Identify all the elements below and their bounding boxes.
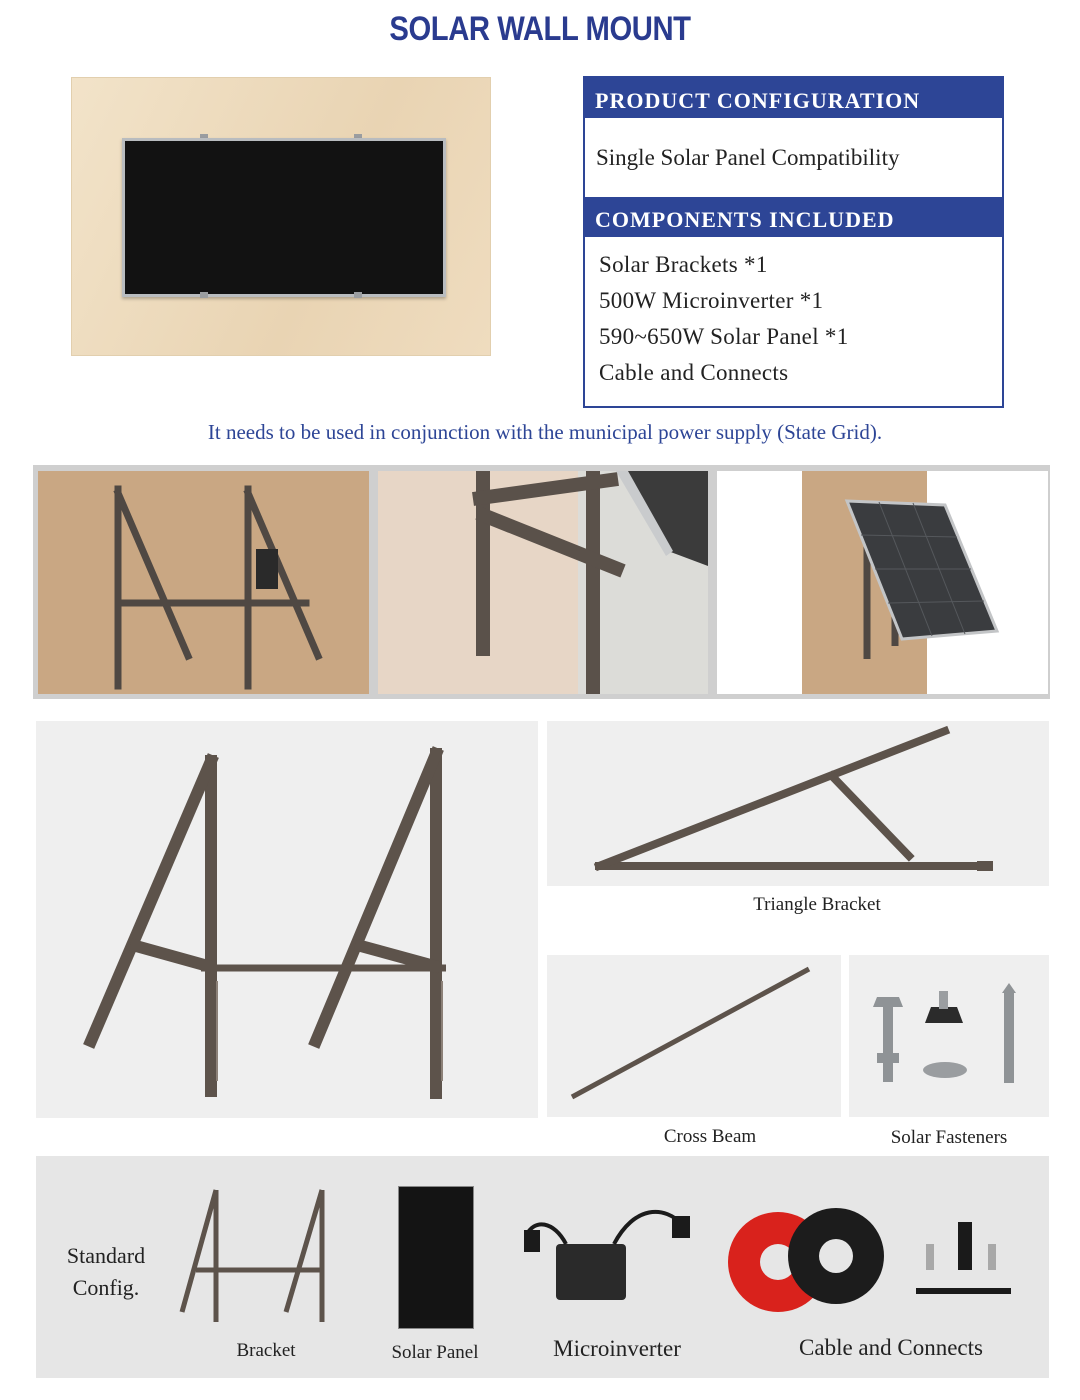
cable-and-connects-thumbnail [726, 1194, 1026, 1314]
standard-config-label-line2: Config. [72, 1275, 140, 1300]
configuration-box [583, 76, 1004, 408]
triangle-bracket-image [547, 721, 1049, 886]
bracket-caption: Bracket [236, 1340, 296, 1361]
cable-and-connects-caption: Cable and Connects [799, 1335, 983, 1360]
components-included-heading: COMPONENTS INCLUDED [585, 197, 1002, 237]
microinverter-thumbnail [514, 1196, 694, 1316]
component-item: Solar Brackets *1 [599, 252, 768, 277]
bottom-clamp [354, 292, 362, 298]
component-item: 590~650W Solar Panel *1 [599, 324, 849, 349]
page-title: SOLAR WALL MOUNT [389, 10, 691, 48]
triangle-bracket-label: Triangle Bracket [753, 894, 881, 915]
panel-on-column-photo [717, 471, 1048, 694]
solar-fasteners-image [849, 955, 1049, 1117]
installation-photo-strip [33, 465, 1050, 699]
product-configuration-value: Single Solar Panel Compatibility [596, 145, 900, 170]
components-list [585, 237, 1002, 391]
cross-beam-label: Cross Beam [663, 1126, 757, 1147]
component-item: 500W Microinverter *1 [599, 288, 824, 313]
product-configuration-heading: PRODUCT CONFIGURATION [585, 78, 1002, 118]
hero-wall-mount-image [71, 77, 491, 356]
bracket-thumbnail [174, 1184, 334, 1334]
bottom-clamp [200, 292, 208, 298]
solar-panel-thumbnail [398, 1186, 474, 1329]
bracket-assembly-image [36, 721, 538, 1118]
bracket-on-wall-photo [38, 471, 369, 694]
standard-config-label-line1: Standard [66, 1243, 146, 1268]
component-item: Cable and Connects [599, 360, 789, 385]
solar-fasteners-label: Solar Fasteners [890, 1127, 1008, 1148]
solar-panel-image [122, 138, 446, 297]
bracket-closeup-photo [378, 471, 708, 694]
cross-beam-image [547, 955, 841, 1117]
standard-config-label [46, 1240, 166, 1304]
solar-panel-caption: Solar Panel [391, 1342, 479, 1363]
microinverter-caption: Microinverter [553, 1336, 681, 1361]
grid-note: It needs to be used in conjunction with the municipal power supply (State Grid). [207, 420, 883, 444]
standard-config-band [36, 1156, 1049, 1378]
